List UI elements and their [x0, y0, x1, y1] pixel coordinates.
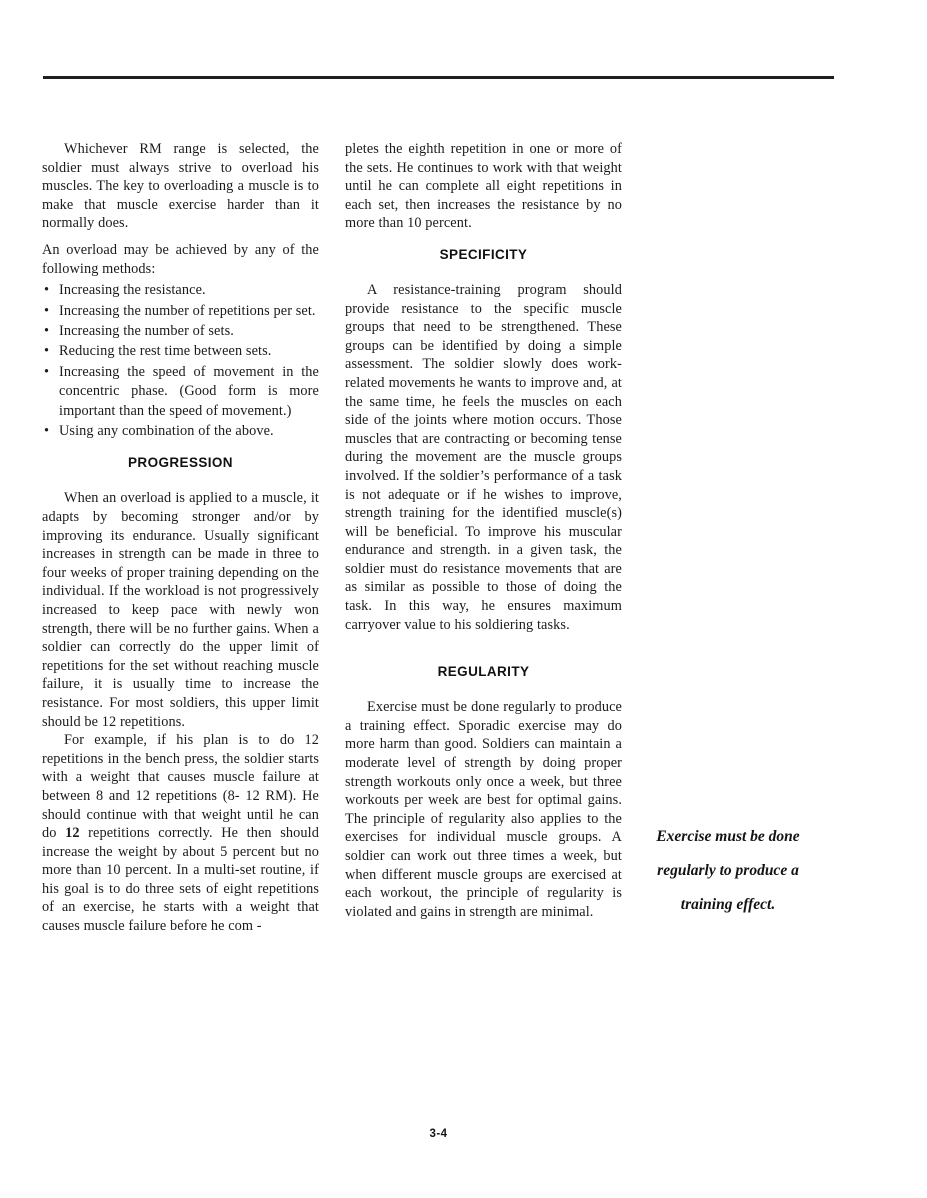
pull-quote-line: Exercise must be done: [656, 828, 800, 845]
paragraph-example-text: repetitions correctly. He then should increase the weight by about 5 percent but no more than 10 percent. In a multi-set routine, if his goal is to do three sets of eight repetitions of an exercise, he starts with a weight that causes muscle failure before he com -: [42, 825, 319, 935]
page-number: 3-4: [429, 1128, 448, 1140]
header-rule: [43, 76, 834, 79]
list-item: • Increasing the resistance.: [42, 281, 319, 300]
pull-quote-line: training effect.: [680, 896, 776, 913]
bold-12: 12: [65, 825, 80, 842]
paragraph-methods-intro: An overload may be achieved by any of the following methods:: [42, 241, 319, 277]
list-item: • Increasing the number of sets.: [42, 322, 319, 341]
paragraph-regularity: Exercise must be done regularly to produce a training effect. Sporadic exercise may do more harm than good. Soldiers can maintain a moderate level of strength by doing proper strength workouts only once a week, but three workouts per week are best for optimal gains. The principle of regularity also applies to the exercises for individual muscle groups. A soldier can work out three times a week, but when different muscle groups are exercised at each workout, the principle of regularity is violated and gains in strength are minimal.: [345, 699, 622, 920]
paragraph-specificity: A resistance-training program should provide resistance to the specific muscle groups that need to be strengthened. These groups can be identified by doing a simple assessment. The soldier slowly does work-related movements he wants to improve and, at the same time, he feels the muscles on each side of the joints where motion occurs. Those muscles that are contracting or becoming tense during the movement are the muscle groups involved. If the soldier’s performance of a task is not adequate or if he wishes to improve, strength training for the identified muscle(s) will be beneficial. To improve his muscular endurance and strength. in a given task, the soldier must do resistance movements that are as similar as possible to those of doing the task. In this way, he ensures maximum carryover value to his soldiering tasks.: [345, 281, 622, 633]
pull-quote: [623, 820, 833, 922]
heading-progression: PROGRESSION: [128, 455, 233, 471]
pull-quote-line: regularly to produce a: [657, 862, 799, 879]
paragraph-example-continued: pletes the eighth repetition in one or more of the sets. He continues to work with that weight until he can complete all eight repetitions in each set, then increases the resistance by no more than 10 percent.: [345, 141, 622, 232]
paragraph-overload-intro: Whichever RM range is selected, the soldier must always strive to overload his muscles. The key to overloading a muscle is to make that muscle exercise harder than it normally does.: [42, 141, 319, 232]
right-column: [345, 140, 622, 921]
heading-specificity: SPECIFICITY: [439, 246, 528, 262]
list-item: • Reducing the rest time between sets.: [42, 342, 319, 361]
left-column: [42, 140, 319, 936]
paragraph-example: [42, 731, 319, 936]
overload-methods-list: [42, 281, 319, 441]
list-item: • Increasing the speed of movement in the concentric phase. (Good form is more important than the speed of movement.): [42, 363, 319, 421]
heading-regularity: REGULARITY: [437, 664, 530, 680]
list-item: • Using any combination of the above.: [42, 422, 319, 441]
list-item: • Increasing the number of repetitions per set.: [42, 302, 319, 321]
paragraph-progression: When an overload is applied to a muscle, it adapts by becoming stronger and/or by improving its endurance. Usually significant increases in strength can be made in three to four weeks of proper training depending on the individual. If the workload is not progressively increased to keep pace with newly won strength, there will be no further gains. When a soldier can correctly do the upper limit of repetitions for the set without reaching muscle failure, it is usually time to increase the resistance. For most soldiers, this upper limit should be 12 repetitions.: [42, 490, 319, 730]
paragraph-example-text: For example, if his plan is to do 12 repetitions in the bench press, the soldier starts with a weight that causes muscle failure at between 8 and 12 repetitions (8- 12 RM). He should continue with that weight until he can do: [42, 732, 319, 842]
